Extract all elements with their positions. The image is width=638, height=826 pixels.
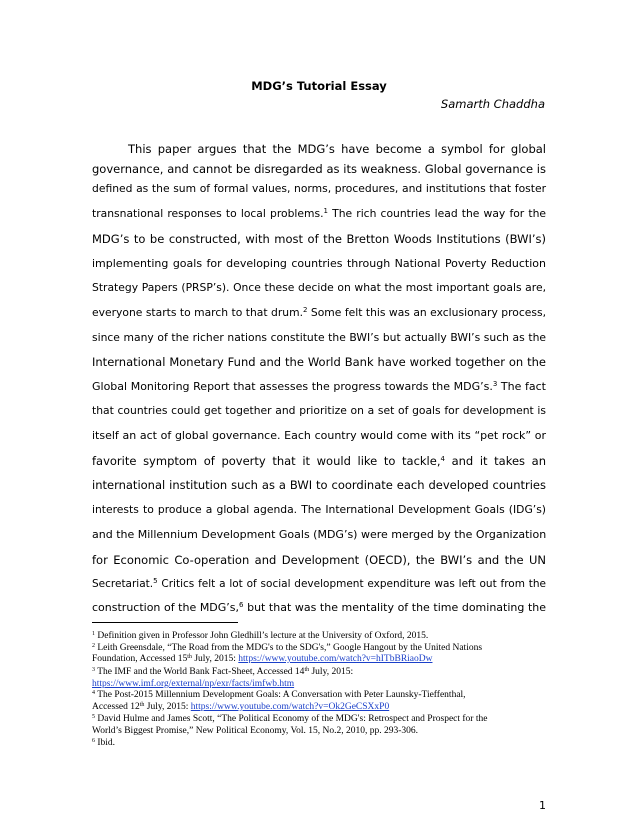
body-line: governance, and cannot be disregarded as its weakness. Global governance is: [92, 162, 546, 176]
footnote-3: $^3$ The IMF and the World Bank Fact-Sheet, Accessed 14th July, 2015:: [92, 667, 354, 677]
body-line: and the Millennium Development Goals (MDG’s) were merged by the Organization: [92, 528, 547, 541]
body-line: This paper argues that the MDG’s have become a symbol for global: [128, 142, 546, 156]
body-line: for Economic Co-operation and Development (OECD), the BWI’s and the UN: [92, 553, 546, 567]
footnote-separator: [92, 622, 238, 623]
footnote-4-cont: Accessed 12th July, 2015: https://www.youtube.com/watch?v=Ok2GeCSXxP0: [92, 702, 390, 712]
body-line: implementing goals for developing countries through National Poverty Reduction: [92, 257, 546, 270]
footnote-3-link[interactable]: https://www.imf.org/external/np/exr/facts/imfwb.htm: [92, 679, 295, 689]
footnote-4-link[interactable]: https://www.youtube.com/watch?v=Ok2GeCSXxP0: [190, 702, 390, 712]
footnote-2-cont: Foundation, Accessed 15th July, 2015: https://www.youtube.com/watch?v=hITbBRiaoDw: [92, 654, 433, 664]
body-line: MDG’s to be constructed, with most of the Bretton Woods Institutions (BWI’s): [92, 232, 546, 246]
footnote-5-cont: World’s Biggest Promise,” New Political Economy, Vol. 15, No.2, 2010, pp. 293-306.: [92, 726, 419, 736]
footnote-2-link[interactable]: https://www.youtube.com/watch?v=hITbBRiaoDw: [238, 654, 433, 664]
page-number: 1: [539, 799, 546, 812]
body-line: favorite symptom of poverty that it would like to tackle,$^4$ and it takes an: [92, 454, 547, 468]
author-name: Samarth Chaddha: [440, 97, 545, 111]
body-line: itself an act of global governance. Each country would come with its “pet rock” or: [92, 429, 546, 442]
footnote-marker: 2: [302, 306, 308, 314]
footnote-marker: 5: [153, 577, 158, 585]
footnote-marker: 1: [323, 207, 328, 215]
footnote-marker: 4: [440, 455, 445, 463]
body-line: international institution such as a BWI to coordinate each developed countries: [92, 478, 546, 492]
body-line: defined as the sum of formal values, norms, procedures, and institutions that foster: [92, 182, 546, 195]
footnote-marker: 3: [492, 380, 498, 388]
body-line: since many of the richer nations constitute the BWI’s but actually BWI’s such as the: [92, 331, 546, 344]
footnote-1: $^1$ Definition given in Professor John Gledhill’s lecture at the University of Oxford, 2015.: [92, 631, 429, 641]
body-line: everyone starts to march to that drum.$^2$ Some felt this was an exclusionary process,: [92, 306, 546, 319]
footnote-5: $^5$ David Hulme and James Scott, “The Political Economy of the MDG's: Retrospect and Prospect for the: [92, 714, 488, 724]
body-line: Secretariat.$^5$ Critics felt a lot of social development expenditure was left out from the: [92, 577, 546, 590]
essay-title: MDG’s Tutorial Essay: [251, 79, 387, 93]
footnote-4: $^4$ The Post-2015 Millennium Development Goals: A Conversation with Peter Launsky-Tieffenthal,: [92, 690, 466, 700]
body-line: transnational responses to local problems.$^1$ The rich countries lead the way for the: [92, 207, 546, 220]
body-line: International Monetary Fund and the World Bank have worked together on the: [92, 355, 546, 369]
body-line: Global Monitoring Report that assesses the progress towards the MDG’s.$^3$ The fact: [92, 380, 546, 393]
body-line: construction of the MDG’s,$^6$ but that was the mentality of the time dominating the: [92, 601, 546, 614]
body-line: interests to produce a global agenda. The International Development Goals (IDG’s): [92, 503, 546, 516]
footnote-2: $^2$ Leith Greensdale, “The Road from the MDG's to the SDG's,” Google Hangout by the United Nations: [92, 643, 483, 653]
footnote-marker: 6: [239, 601, 244, 609]
body-line: Strategy Papers (PRSP’s). Once these decide on what the most important goals are,: [92, 281, 546, 294]
footnote-6: $^6$ Ibid.: [92, 738, 116, 748]
footnote-3-cont: [92, 679, 546, 690]
body-line: that countries could get together and prioritize on a set of goals for development is: [92, 404, 546, 417]
